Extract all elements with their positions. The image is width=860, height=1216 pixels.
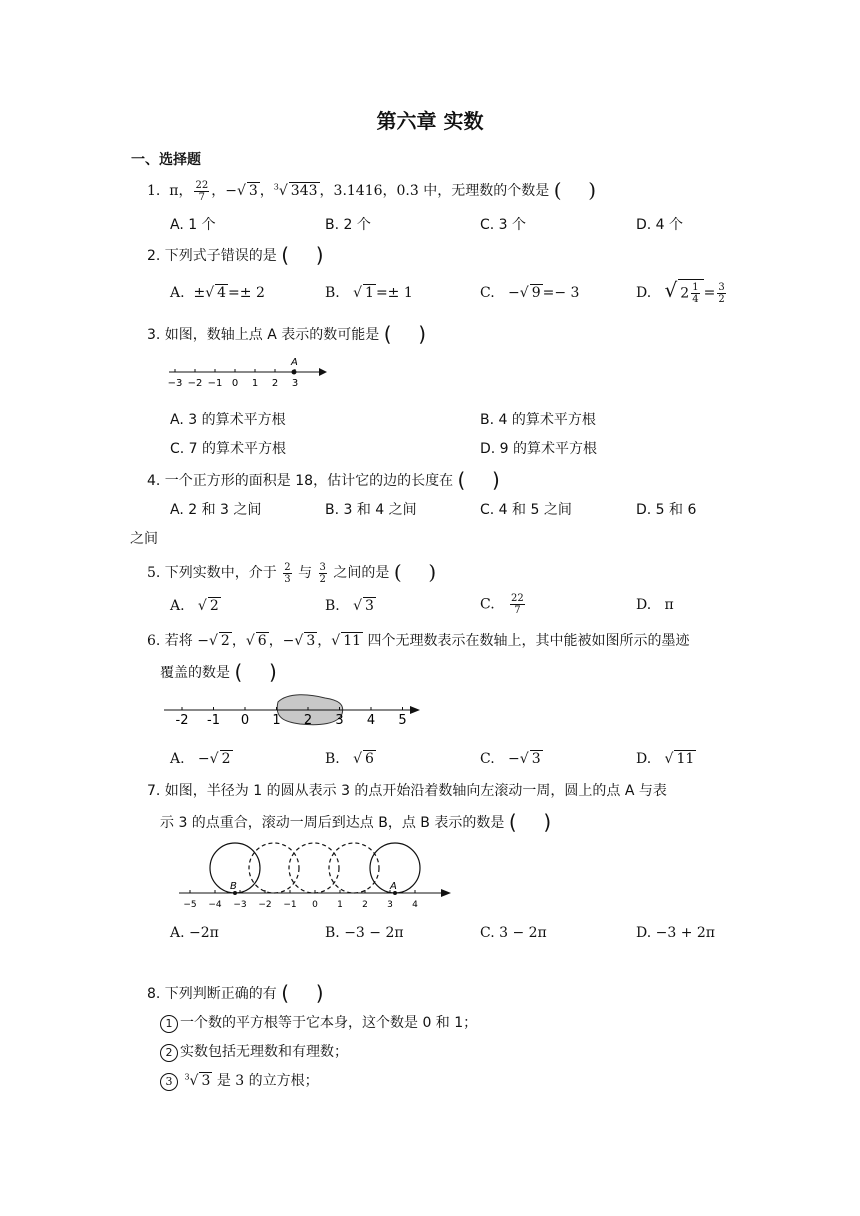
q5-option-c[interactable]: C. $\frac{22}{7}$ xyxy=(480,593,524,616)
q8-statement-3: 3 $^3$√ 3 是 3 的立方根； xyxy=(160,1070,319,1091)
question-1-stem: 1. π， $\frac{22}{7}$ ，−√ 3 ，$^3$√ 343 ，3.1416，0.3̇ 中，无理数的个数是 ( ) xyxy=(147,178,597,203)
q7-tick-label: 3 xyxy=(387,900,393,910)
q7-tick-label: 1 xyxy=(337,900,343,910)
q6-tick-label: -2 xyxy=(175,713,189,728)
circle-dashed-3 xyxy=(329,843,379,893)
circle-dashed-1 xyxy=(249,843,299,893)
q1-option-a[interactable]: A. 1 个 xyxy=(170,217,216,233)
q4-option-a[interactable]: A. 2 和 3 之间 xyxy=(170,502,262,518)
q4-option-c[interactable]: C. 4 和 5 之间 xyxy=(480,502,572,518)
q6-number-line xyxy=(160,690,425,732)
q7-rolling-circle-figure xyxy=(175,840,460,912)
q7-tick-label: 0 xyxy=(312,900,318,910)
q6-option-c[interactable]: C. −√ 3 xyxy=(480,751,541,767)
circled-number: 2 xyxy=(160,1044,178,1062)
q6-tick-label: 4 xyxy=(366,713,376,728)
q8-statement-2: 2 实数包括无理数和有理数； xyxy=(160,1041,348,1062)
q5-option-d[interactable]: D. π xyxy=(636,597,674,613)
q3-tick-label: −1 xyxy=(207,378,223,389)
section-heading: 一、选择题 xyxy=(131,152,201,168)
question-7-line-1: 7. 如图，半径为 1 的圆从表示 3 的点开始沿着数轴向左滚动一周，圆上的点 A 与表 xyxy=(147,783,667,799)
question-4-stem: 4. 一个正方形的面积是 18，估计它的边的长度在 ( ) xyxy=(147,468,500,492)
q7-tick-label: −1 xyxy=(283,900,297,910)
q3-option-b[interactable]: B. 4 的算术平方根 xyxy=(480,412,596,428)
circled-number: 3 xyxy=(160,1073,178,1091)
q7-tick-label: 2 xyxy=(362,900,368,910)
q7-tick-label: −2 xyxy=(258,900,272,910)
question-6-line-1: 6. 若将 −√ 2 ，√ 6 ，−√ 3 ，√ 11 四个无理数表示在数轴上，其中能被如图所示的墨迹 xyxy=(147,633,690,649)
point-b-label: B xyxy=(230,881,237,892)
q6-option-b[interactable]: B. √ 6 xyxy=(325,751,374,767)
question-3-stem: 3. 如图，数轴上点 A 表示的数可能是 ( ) xyxy=(147,322,427,346)
q3-number-line xyxy=(165,352,335,392)
q2-option-c[interactable]: C. −√ 9 =− 3 xyxy=(480,285,580,301)
point-a-label: A xyxy=(390,881,397,892)
q7-tick-label: −5 xyxy=(183,900,197,910)
q7-option-d[interactable]: D. −3 + 2π xyxy=(636,925,716,941)
q4-option-d[interactable]: D. 5 和 6 xyxy=(636,502,697,518)
question-8-stem: 8. 下列判断正确的有 ( ) xyxy=(147,981,324,1005)
q3-tick-label: 1 xyxy=(251,378,259,389)
q3-tick-label: 0 xyxy=(231,378,239,389)
q8-statement-1: 1 一个数的平方根等于它本身，这个数是 0 和 1； xyxy=(160,1012,477,1033)
q4-option-b[interactable]: B. 3 和 4 之间 xyxy=(325,502,417,518)
q5-option-b[interactable]: B. √ 3 xyxy=(325,598,374,614)
q3-option-c[interactable]: C. 7 的算术平方根 xyxy=(170,441,287,457)
q4-option-d-wrap: 之间 xyxy=(130,531,158,547)
q3-option-d[interactable]: D. 9 的算术平方根 xyxy=(480,441,598,457)
q5-option-a[interactable]: A. √ 2 xyxy=(170,598,219,614)
q7-option-a[interactable]: A. −2π xyxy=(170,925,219,941)
q7-option-c[interactable]: C. 3 − 2π xyxy=(480,925,547,941)
q6-tick-label: -1 xyxy=(207,713,220,728)
question-6-line-2: 覆盖的数是 ( ) xyxy=(160,660,277,684)
q3-option-a[interactable]: A. 3 的算术平方根 xyxy=(170,412,286,428)
q2-option-a[interactable]: A. ±√ 4 =± 2 xyxy=(170,285,265,301)
q3-point-a xyxy=(292,370,297,375)
q7-tick-label: −4 xyxy=(208,900,222,910)
q3-tick-label: −2 xyxy=(187,378,203,389)
page-title: 第六章 实数 xyxy=(376,109,484,133)
q6-tick-label: 3 xyxy=(335,713,344,728)
q3-tick-label: 2 xyxy=(271,378,279,389)
question-2-stem: 2. 下列式子错误的是 ( ) xyxy=(147,243,324,267)
q6-tick-label: 0 xyxy=(240,713,250,728)
q3-tick-label: −3 xyxy=(167,378,183,389)
q3-point-label: A xyxy=(291,357,298,368)
q7-tick-label: 4 xyxy=(412,900,418,910)
question-7-line-2: 示 3 的点重合，滚动一周后到达点 B，点 B 表示的数是 ( ) xyxy=(160,810,552,834)
q7-tick-label: −3 xyxy=(233,900,247,910)
q6-tick-label: 1 xyxy=(272,713,281,728)
q1-option-d[interactable]: D. 4 个 xyxy=(636,217,684,233)
q2-option-b[interactable]: B. √ 1 =± 1 xyxy=(325,285,413,301)
q2-option-d[interactable]: D. √ 2 $\frac{1}{4}$ = $\frac{3}{2}$ xyxy=(636,278,725,305)
q1-option-c[interactable]: C. 3 个 xyxy=(480,217,527,233)
question-5-stem: 5. 下列实数中，介于 $\frac{2}{3}$ 与 $\frac{3}{2}$ 之间的是 ( ) xyxy=(147,560,437,585)
q6-tick-label: 5 xyxy=(398,713,407,728)
q3-tick-label: 3 xyxy=(291,378,299,389)
circled-number: 1 xyxy=(160,1015,178,1033)
q6-option-d[interactable]: D. √ 11 xyxy=(636,751,695,767)
q6-option-a[interactable]: A. −√ 2 xyxy=(170,751,231,767)
circle-dashed-2 xyxy=(289,843,339,893)
q6-tick-label: 2 xyxy=(303,713,313,728)
q1-option-b[interactable]: B. 2 个 xyxy=(325,217,371,233)
q7-option-b[interactable]: B. −3 − 2π xyxy=(325,925,404,941)
